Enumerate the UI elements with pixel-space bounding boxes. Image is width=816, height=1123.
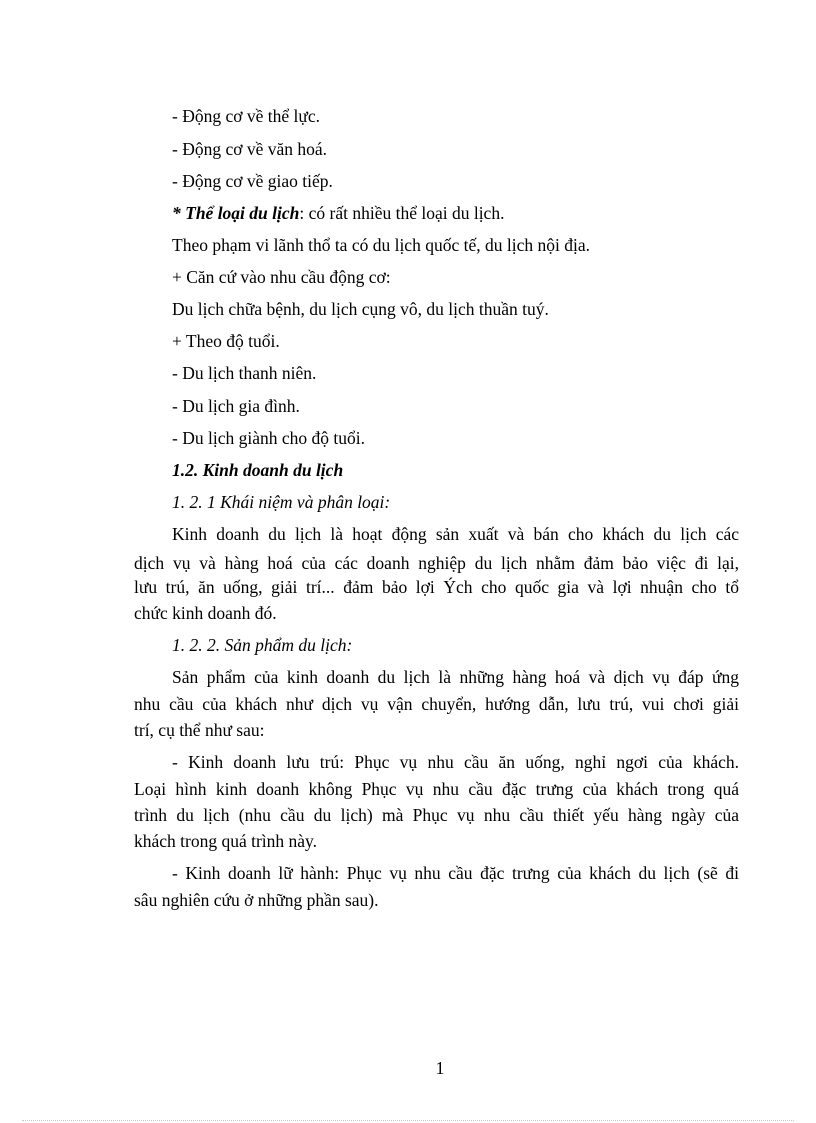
types-heading: * Thể loại du lịch — [172, 203, 300, 223]
age-basis-line: + Theo độ tuổi. — [172, 331, 280, 351]
lodging-para-line: - Kinh doanh lưu trú: Phục vụ nhu cầu ăn uống, nghỉ ngơi của khách. — [172, 752, 739, 772]
age-item-youth: - Du lịch thanh niên. — [172, 363, 317, 383]
travel-para-line: sâu nghiên cứu ở những phần sau). — [134, 890, 379, 910]
page-bottom-divider — [22, 1120, 794, 1121]
section-heading: 1.2. Kinh doanh du lịch — [172, 460, 344, 480]
subsection-1-heading: 1. 2. 1 Khái niệm và phân loại: — [172, 492, 391, 512]
motive-item-physical: - Động cơ về thể lực. — [172, 106, 320, 126]
page-number: 1 — [435, 1058, 445, 1078]
sub1-para-line: dịch vụ và hàng hoá của các doanh nghiệp du lịch nhằm đảm bảo việc đi lại, — [134, 553, 739, 573]
types-intro: : có rất nhiều thể loại du lịch. — [299, 203, 505, 223]
subsection-2-heading: 1. 2. 2. Sản phẩm du lịch: — [172, 635, 353, 655]
age-item-family: - Du lịch gia đình. — [172, 396, 300, 416]
motive-item-communication: - Động cơ về giao tiếp. — [172, 171, 333, 191]
need-types-line: Du lịch chữa bệnh, du lịch cụng vô, du lịch thuần tuý. — [172, 299, 549, 319]
motive-item-culture: - Động cơ về văn hoá. — [172, 139, 328, 159]
sub1-para-line: Kinh doanh du lịch là hoạt động sản xuất và bán cho khách du lịch các — [172, 524, 739, 544]
sub2-para-line: Sản phẩm của kinh doanh du lịch là những hàng hoá và dịch vụ đáp ứng — [172, 667, 739, 687]
types-paragraph — [172, 203, 504, 224]
lodging-para-line: Loại hình kinh doanh không Phục vụ nhu cầu đặc trưng của khách trong quá — [134, 779, 739, 799]
sub2-para-line: trí, cụ thể như sau: — [134, 720, 265, 740]
travel-para-line: - Kinh doanh lữ hành: Phục vụ nhu cầu đặc trưng của khách du lịch (sẽ đi — [172, 863, 739, 883]
lodging-para-line: khách trong quá trình này. — [134, 831, 318, 851]
lodging-para-line: trình du lịch (nhu cầu du lịch) mà Phục vụ nhu cầu thiết yếu hàng ngày của — [134, 805, 739, 825]
scope-line: Theo phạm vi lãnh thổ ta có du lịch quốc tế, du lịch nội địa. — [172, 235, 590, 255]
sub1-para-line: chức kinh doanh đó. — [134, 603, 277, 623]
age-item-age-group: - Du lịch giành cho độ tuổi. — [172, 428, 365, 448]
sub2-para-line: nhu cầu của khách như dịch vụ vận chuyển, hướng dẫn, lưu trú, vui chơi giải — [134, 694, 739, 714]
sub1-para-line: lưu trú, ăn uống, giải trí... đảm bảo lợi Ých cho quốc gia và lợi nhuận cho tổ — [134, 577, 739, 597]
need-basis-line: + Căn cứ vào nhu cầu động cơ: — [172, 267, 391, 287]
